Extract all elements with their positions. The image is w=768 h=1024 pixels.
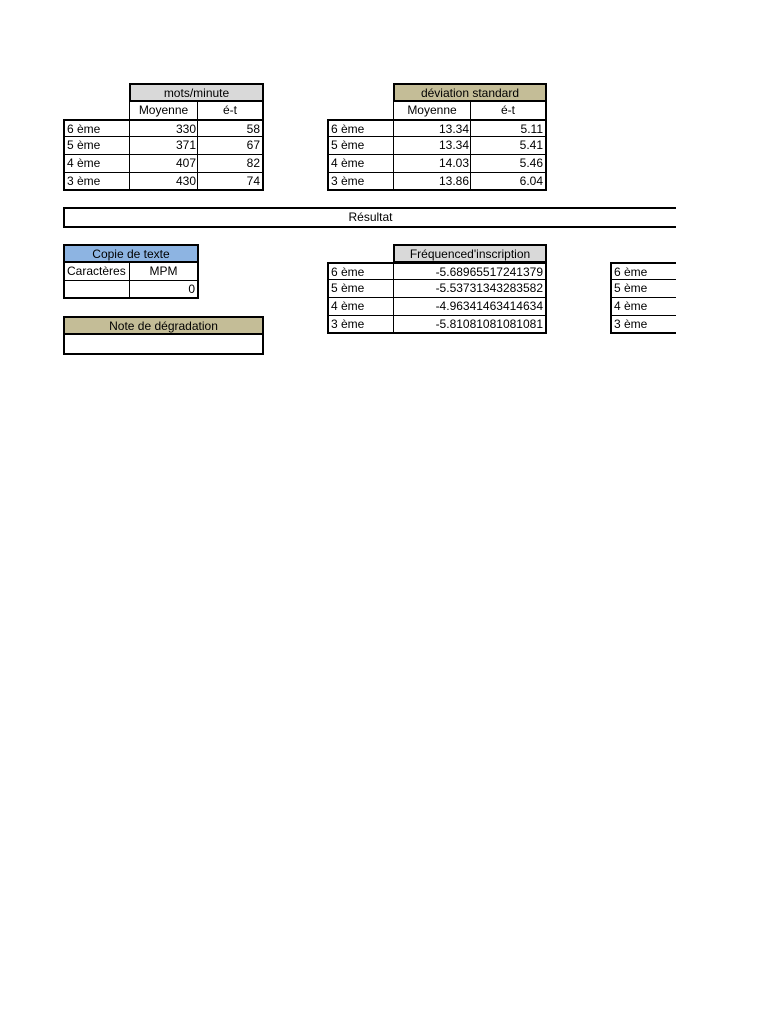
stddev-mean-6[interactable]: 13.34 — [393, 119, 471, 137]
wpm-mean-5[interactable]: 371 — [129, 137, 198, 155]
result-bar[interactable]: Résultat — [63, 207, 676, 228]
frequency-value-5[interactable]: -5.53731343283582 — [393, 280, 547, 298]
right-grade-6[interactable]: 6 ème — [610, 262, 676, 280]
wpm-grade-6[interactable]: 6 ème — [63, 119, 130, 137]
frequency-value-4[interactable]: -4.96341463414634 — [393, 298, 547, 316]
stddev-mean-3[interactable]: 13.86 — [393, 173, 471, 191]
stddev-sd-3[interactable]: 6.04 — [470, 173, 547, 191]
frequency-grade-6[interactable]: 6 ème — [327, 262, 394, 280]
wpm-col-mean[interactable]: Moyenne — [129, 102, 197, 120]
wpm-sd-3[interactable]: 74 — [197, 173, 264, 191]
degradation-value[interactable] — [63, 335, 264, 355]
degradation-header[interactable]: Note de dégradation — [63, 316, 264, 335]
wpm-col-sd[interactable]: é-t — [197, 102, 264, 120]
wpm-mean-6[interactable]: 330 — [129, 119, 198, 137]
wpm-grade-5[interactable]: 5 ème — [63, 137, 130, 155]
stddev-col-sd[interactable]: é-t — [470, 102, 547, 120]
stddev-mean-5[interactable]: 13.34 — [393, 137, 471, 155]
right-grade-5[interactable]: 5 ème — [610, 280, 676, 298]
frequency-header[interactable]: Fréquenced'inscription — [393, 244, 547, 263]
wpm-header[interactable]: mots/minute — [129, 83, 264, 102]
wpm-grade-3[interactable]: 3 ème — [63, 173, 130, 191]
stddev-sd-5[interactable]: 5.41 — [470, 137, 547, 155]
wpm-sd-5[interactable]: 67 — [197, 137, 264, 155]
wpm-sd-6[interactable]: 58 — [197, 119, 264, 137]
stddev-col-mean[interactable]: Moyenne — [393, 102, 470, 120]
frequency-grade-5[interactable]: 5 ème — [327, 280, 394, 298]
copy-text-mpm-value[interactable]: 0 — [129, 281, 199, 299]
copy-text-header[interactable]: Copie de texte — [63, 244, 199, 263]
stddev-grade-5[interactable]: 5 ème — [327, 137, 394, 155]
stddev-grade-3[interactable]: 3 ème — [327, 173, 394, 191]
stddev-mean-4[interactable]: 14.03 — [393, 155, 471, 173]
wpm-mean-4[interactable]: 407 — [129, 155, 198, 173]
wpm-grade-4[interactable]: 4 ème — [63, 155, 130, 173]
stddev-grade-6[interactable]: 6 ème — [327, 119, 394, 137]
frequency-grade-3[interactable]: 3 ème — [327, 316, 394, 334]
copy-text-col-mpm[interactable]: MPM — [129, 263, 199, 281]
right-grade-4[interactable]: 4 ème — [610, 298, 676, 316]
stddev-grade-4[interactable]: 4 ème — [327, 155, 394, 173]
wpm-sd-4[interactable]: 82 — [197, 155, 264, 173]
stddev-sd-4[interactable]: 5.46 — [470, 155, 547, 173]
frequency-value-3[interactable]: -5.81081081081081 — [393, 316, 547, 334]
copy-text-chars-input[interactable] — [63, 281, 130, 299]
stddev-header[interactable]: déviation standard — [393, 83, 547, 102]
right-grade-3[interactable]: 3 ème — [610, 316, 676, 334]
copy-text-col-chars[interactable]: Caractères — [63, 263, 130, 281]
frequency-grade-4[interactable]: 4 ème — [327, 298, 394, 316]
wpm-mean-3[interactable]: 430 — [129, 173, 198, 191]
stddev-sd-6[interactable]: 5.11 — [470, 119, 547, 137]
frequency-value-6[interactable]: -5.68965517241379 — [393, 262, 547, 280]
